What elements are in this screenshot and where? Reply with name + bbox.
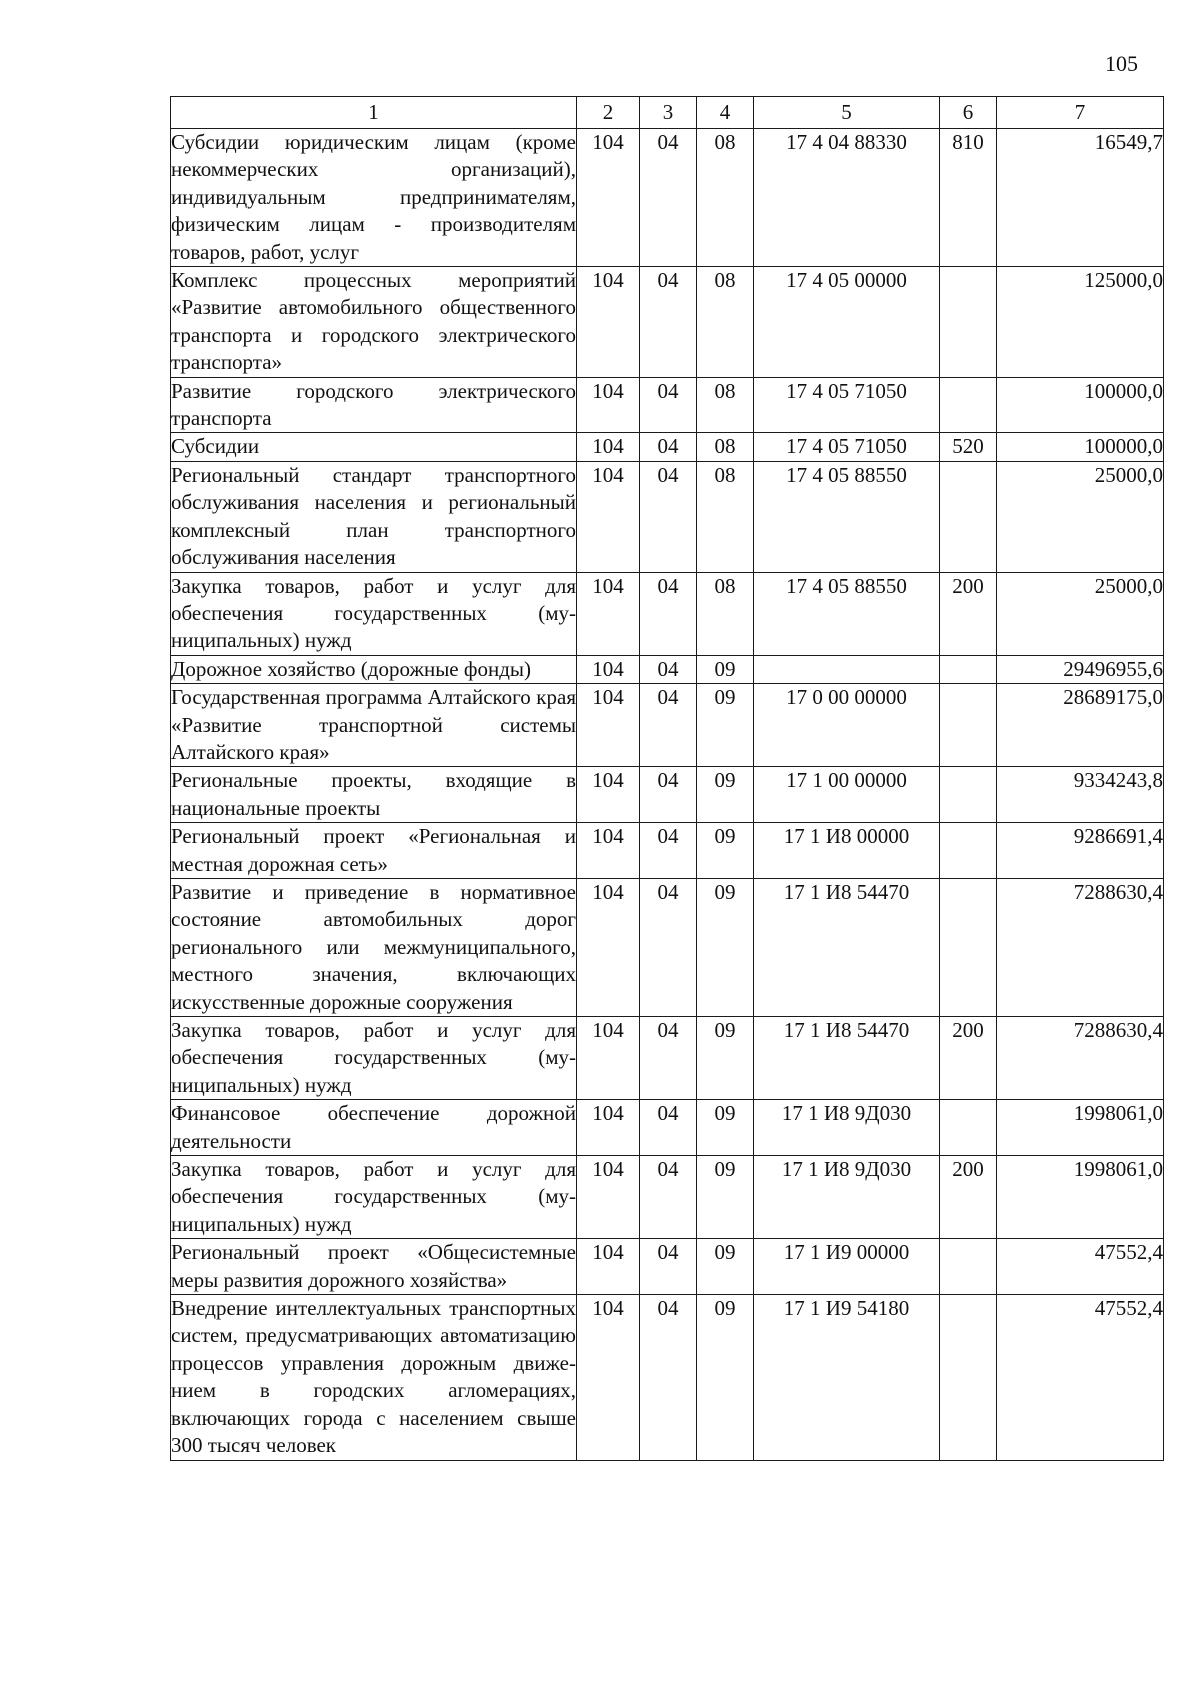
row-subsection-cell: 09 — [697, 1295, 754, 1460]
row-amount-cell: 1998061,0 — [997, 1156, 1164, 1239]
row-target-article-cell — [754, 655, 940, 683]
row-expense-type-cell: 520 — [940, 433, 997, 461]
header-cell-4: 4 — [697, 97, 754, 129]
row-name-cell: Региональные проекты, входящие в национальные проекты — [171, 767, 577, 823]
page-number: 105 — [1105, 51, 1138, 76]
row-amount-cell: 47552,4 — [997, 1295, 1164, 1460]
row-target-article-cell: 17 1 И8 54470 — [754, 878, 940, 1016]
row-code-gr-cell: 104 — [577, 767, 640, 823]
row-amount-cell: 125000,0 — [997, 267, 1164, 378]
table-row — [171, 1295, 1164, 1460]
header-cell-6: 6 — [940, 97, 997, 129]
row-section-cell: 04 — [640, 1017, 697, 1100]
row-code-gr-cell: 104 — [577, 1100, 640, 1156]
row-name-cell: Развитие и приведение в нормативное состояние автомобильных дорог регионального или межмуниципального, местного значения, включающих искусственные дорожные сооружения — [171, 878, 577, 1016]
row-subsection-cell: 09 — [697, 878, 754, 1016]
row-code-gr-cell: 104 — [577, 1295, 640, 1460]
row-name-cell: Субсидии юридическим лицам (кроме некоммерческих организаций), индивидуальным предпринимателям, физическим лицам - производителям товаров, работ, услуг — [171, 129, 577, 267]
row-subsection-cell: 09 — [697, 767, 754, 823]
row-amount-cell: 29496955,6 — [997, 655, 1164, 683]
row-subsection-cell: 08 — [697, 461, 754, 572]
row-amount-cell: 47552,4 — [997, 1239, 1164, 1295]
row-target-article-cell: 17 4 05 88550 — [754, 461, 940, 572]
row-code-gr-cell: 104 — [577, 1156, 640, 1239]
header-cell-2: 2 — [577, 97, 640, 129]
row-expense-type-cell — [940, 767, 997, 823]
row-expense-type-cell — [940, 377, 997, 433]
row-amount-cell: 9286691,4 — [997, 823, 1164, 879]
row-name-cell: Закупка товаров, работ и услуг для обеспечения государственных (муниципальных) нужд — [171, 1156, 577, 1239]
header-cell-7: 7 — [997, 97, 1164, 129]
row-section-cell: 04 — [640, 377, 697, 433]
row-target-article-cell: 17 4 05 00000 — [754, 267, 940, 378]
row-expense-type-cell — [940, 655, 997, 683]
row-target-article-cell: 17 1 И8 9Д030 — [754, 1100, 940, 1156]
row-code-gr-cell: 104 — [577, 655, 640, 683]
row-name-cell: Дорожное хозяйство (дорожные фонды) — [171, 655, 577, 683]
table-row — [171, 1017, 1164, 1100]
row-target-article-cell: 17 1 И9 00000 — [754, 1239, 940, 1295]
row-expense-type-cell: 200 — [940, 1156, 997, 1239]
row-amount-cell: 25000,0 — [997, 572, 1164, 655]
row-code-gr-cell: 104 — [577, 129, 640, 267]
row-subsection-cell: 09 — [697, 655, 754, 683]
row-amount-cell: 9334243,8 — [997, 767, 1164, 823]
row-target-article-cell: 17 0 00 00000 — [754, 684, 940, 767]
table-row — [171, 572, 1164, 655]
row-expense-type-cell — [940, 684, 997, 767]
row-amount-cell: 100000,0 — [997, 433, 1164, 461]
row-name-cell: Комплекс процессных мероприятий «Развитие автомобильного общественного транспорта и городского электрического транспорта» — [171, 267, 577, 378]
row-section-cell: 04 — [640, 823, 697, 879]
row-name-cell: Финансовое обеспечение дорожной деятельности — [171, 1100, 577, 1156]
row-code-gr-cell: 104 — [577, 1017, 640, 1100]
header-cell-3: 3 — [640, 97, 697, 129]
row-code-gr-cell: 104 — [577, 377, 640, 433]
row-code-gr-cell: 104 — [577, 684, 640, 767]
table-row — [171, 129, 1164, 267]
row-section-cell: 04 — [640, 1239, 697, 1295]
row-subsection-cell: 08 — [697, 433, 754, 461]
row-name-cell: Субсидии — [171, 433, 577, 461]
row-subsection-cell: 08 — [697, 572, 754, 655]
row-amount-cell: 25000,0 — [997, 461, 1164, 572]
row-target-article-cell: 17 4 05 71050 — [754, 433, 940, 461]
row-amount-cell: 28689175,0 — [997, 684, 1164, 767]
row-section-cell: 04 — [640, 1100, 697, 1156]
row-section-cell: 04 — [640, 129, 697, 267]
row-code-gr-cell: 104 — [577, 572, 640, 655]
row-amount-cell: 1998061,0 — [997, 1100, 1164, 1156]
row-subsection-cell: 09 — [697, 1239, 754, 1295]
row-expense-type-cell — [940, 1239, 997, 1295]
row-name-cell: Закупка товаров, работ и услуг для обеспечения государственных (муниципальных) нужд — [171, 1017, 577, 1100]
row-name-cell: Государственная программа Алтайского края «Развитие транспортной системы Алтайского края» — [171, 684, 577, 767]
table-row — [171, 823, 1164, 879]
table-row — [171, 655, 1164, 683]
row-target-article-cell: 17 4 05 71050 — [754, 377, 940, 433]
row-section-cell: 04 — [640, 461, 697, 572]
row-subsection-cell: 09 — [697, 823, 754, 879]
row-target-article-cell: 17 1 И8 00000 — [754, 823, 940, 879]
row-section-cell: 04 — [640, 1156, 697, 1239]
table-row — [171, 767, 1164, 823]
row-code-gr-cell: 104 — [577, 267, 640, 378]
row-target-article-cell: 17 1 И9 54180 — [754, 1295, 940, 1460]
table-row — [171, 377, 1164, 433]
row-section-cell: 04 — [640, 572, 697, 655]
row-code-gr-cell: 104 — [577, 1239, 640, 1295]
row-subsection-cell: 08 — [697, 129, 754, 267]
row-name-cell: Внедрение интеллектуальных транспортных систем, предусматривающих автоматизацию процессов управления дорожным движением в городских агломерациях, включающих города с населением свыше 300 тысяч человек — [171, 1295, 577, 1460]
table-row — [171, 1239, 1164, 1295]
row-section-cell: 04 — [640, 878, 697, 1016]
row-section-cell: 04 — [640, 684, 697, 767]
row-subsection-cell: 09 — [697, 1156, 754, 1239]
row-subsection-cell: 09 — [697, 684, 754, 767]
row-name-cell: Региональный стандарт транспортного обслуживания населения и региональный комплексный план транспортного обслуживания населения — [171, 461, 577, 572]
row-subsection-cell: 09 — [697, 1017, 754, 1100]
table-row — [171, 684, 1164, 767]
row-name-cell: Развитие городского электрического транспорта — [171, 377, 577, 433]
row-target-article-cell: 17 1 И8 54470 — [754, 1017, 940, 1100]
row-name-cell: Закупка товаров, работ и услуг для обеспечения государственных (муниципальных) нужд — [171, 572, 577, 655]
row-subsection-cell: 08 — [697, 267, 754, 378]
row-section-cell: 04 — [640, 267, 697, 378]
header-row — [171, 97, 1164, 129]
row-target-article-cell: 17 4 05 88550 — [754, 572, 940, 655]
table-row — [171, 267, 1164, 378]
row-code-gr-cell: 104 — [577, 461, 640, 572]
row-amount-cell: 16549,7 — [997, 129, 1164, 267]
row-code-gr-cell: 104 — [577, 433, 640, 461]
table-row — [171, 1156, 1164, 1239]
budget-table — [170, 96, 1164, 1461]
row-amount-cell: 7288630,4 — [997, 878, 1164, 1016]
row-code-gr-cell: 104 — [577, 823, 640, 879]
row-section-cell: 04 — [640, 1295, 697, 1460]
row-expense-type-cell: 200 — [940, 572, 997, 655]
row-name-cell: Региональный проект «Общесистемные меры развития дорожного хозяйства» — [171, 1239, 577, 1295]
header-cell-1: 1 — [171, 97, 577, 129]
row-expense-type-cell — [940, 461, 997, 572]
row-expense-type-cell: 200 — [940, 1017, 997, 1100]
row-target-article-cell: 17 1 00 00000 — [754, 767, 940, 823]
row-expense-type-cell — [940, 1100, 997, 1156]
row-target-article-cell: 17 4 04 88330 — [754, 129, 940, 267]
table-row — [171, 461, 1164, 572]
table-row — [171, 433, 1164, 461]
row-code-gr-cell: 104 — [577, 878, 640, 1016]
header-cell-5: 5 — [754, 97, 940, 129]
row-name-cell: Региональный проект «Региональная и местная дорожная сеть» — [171, 823, 577, 879]
row-section-cell: 04 — [640, 655, 697, 683]
row-subsection-cell: 09 — [697, 1100, 754, 1156]
table-row — [171, 1100, 1164, 1156]
row-amount-cell: 100000,0 — [997, 377, 1164, 433]
row-subsection-cell: 08 — [697, 377, 754, 433]
row-expense-type-cell — [940, 878, 997, 1016]
row-section-cell: 04 — [640, 767, 697, 823]
row-expense-type-cell: 810 — [940, 129, 997, 267]
row-target-article-cell: 17 1 И8 9Д030 — [754, 1156, 940, 1239]
row-amount-cell: 7288630,4 — [997, 1017, 1164, 1100]
row-expense-type-cell — [940, 267, 997, 378]
row-expense-type-cell — [940, 1295, 997, 1460]
table-row — [171, 878, 1164, 1016]
row-section-cell: 04 — [640, 433, 697, 461]
row-expense-type-cell — [940, 823, 997, 879]
